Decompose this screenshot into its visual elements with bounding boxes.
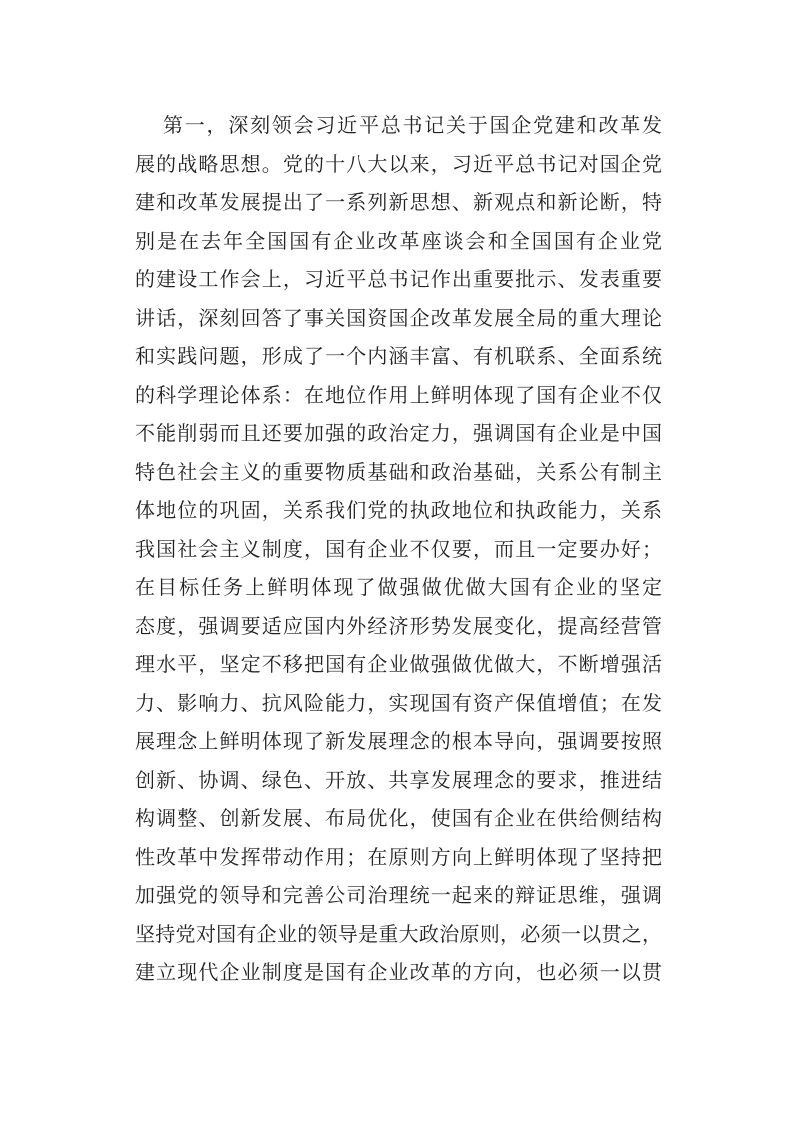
text-line: 坚持党对国有企业的领导是重大政治原则，必须一以贯之，: [135, 921, 662, 946]
text-line: 我国社会主义制度，国有企业不仅要，而且一定要办好；: [135, 536, 662, 561]
text-line: 不能削弱而且还要加强的政治定力，强调国有企业是中国: [135, 421, 662, 445]
text-line: 和实践问题，形成了一个内涵丰富、有机联系、全面系统: [135, 344, 662, 368]
text-line: 创新、协调、绿色、开放、共享发展理念的要求，推进结: [135, 767, 662, 792]
text-line: 态度，强调要适应国内外经济形势发展变化，提高经营管: [135, 613, 662, 638]
text-line: 构调整、创新发展、布局优化，使国有企业在供给侧结构: [135, 806, 662, 830]
text-line: 性改革中发挥带动作用；在原则方向上鲜明体现了坚持把: [135, 844, 662, 869]
text-line: 体地位的巩固，关系我们党的执政地位和执政能力，关系: [135, 498, 662, 522]
text-line: 的建设工作会上，习近平总书记作出重要批示、发表重要: [135, 267, 662, 291]
text-line: 讲话，深刻回答了事关国资国企改革发展全局的重大理论: [135, 305, 662, 330]
text-line: 展理念上鲜明体现了新发展理念的根本导向，强调要按照: [135, 729, 662, 753]
text-line: 的科学理论体系：在地位作用上鲜明体现了国有企业不仅: [135, 382, 662, 407]
text-line: 力、影响力、抗风险能力，实现国有资产保值增值；在发: [135, 690, 662, 715]
text-line: 加强党的领导和完善公司治理统一起来的辩证思维，强调: [135, 883, 662, 907]
text-line: 第一，深刻领会习近平总书记关于国企党建和改革发: [163, 113, 662, 137]
text-line: 建和改革发展提出了一系列新思想、新观点和新论断，特: [135, 190, 662, 214]
text-line: 别是在去年全国国有企业改革座谈会和全国国有企业党: [135, 228, 662, 253]
text-line: 理水平，坚定不移把国有企业做强做优做大，不断增强活: [135, 652, 662, 676]
text-line: 特色社会主义的重要物质基础和政治基础，关系公有制主: [135, 459, 662, 484]
text-line: 在目标任务上鲜明体现了做强做优做大国有企业的坚定: [135, 575, 662, 599]
text-line: 建立现代企业制度是国有企业改革的方向，也必须一以贯: [135, 960, 662, 984]
text-line: 展的战略思想。党的十八大以来，习近平总书记对国企党: [135, 151, 662, 176]
document-body: [135, 110, 662, 996]
